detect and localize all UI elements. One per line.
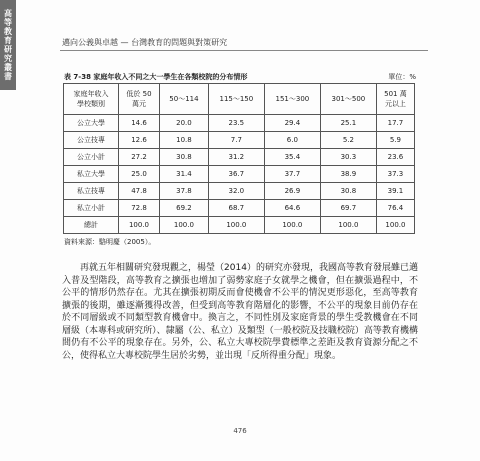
table-row <box>64 115 415 132</box>
body-text <box>62 262 418 362</box>
table-cell: 30.8 <box>160 149 209 166</box>
table-cell: 26.9 <box>264 183 320 200</box>
table-row <box>64 149 415 166</box>
table-cell: 27.2 <box>119 149 160 166</box>
table-cell: 37.8 <box>160 183 209 200</box>
body-paragraph: 再就五年相關研究發現觀之，楊瑩（2014）的研究亦發現，我國高等教育發展雖已邁入普及型階段，高等教育之擴張也增加了弱勢家庭子女就學之機會，但在擴張過程中，不公平的情形仍然存在。尤其在擴張初期反而會使機會不公平的情況更形惡化，至高等教育擴張的後期，雖逐漸獲得改善，但受到高等教育階層化的影響，不公平的現象目前仍存在於不同層級或不同類型教育機會中。換言之，不同性別及家庭背景的學生受教機會在不同層級（本專科或研究所）、隸屬（公、私立）及類型（一般校院及技職校院）高等教育機構間仍有不公平的現象存在。另外，公、私立大專校院學費標準之差距及教育資源分配之不公，使得私立大專校院學生居於劣勢，並出現「反所得重分配」現象。 <box>62 263 418 361</box>
row-label: 公立大學 <box>64 115 119 132</box>
table-cell: 35.4 <box>264 149 320 166</box>
table-cell: 100.0 <box>160 217 209 234</box>
table-cell: 47.8 <box>119 183 160 200</box>
table-cell: 100.0 <box>320 217 376 234</box>
col-header-1 <box>119 84 160 115</box>
table-cell: 69.2 <box>160 200 209 217</box>
table-cell: 68.7 <box>208 200 264 217</box>
table-cell: 5.9 <box>376 132 414 149</box>
series-label: 高等教育研究叢書 <box>3 9 13 81</box>
table-cell: 69.7 <box>320 200 376 217</box>
table-cell: 100.0 <box>208 217 264 234</box>
table-header-row <box>64 84 415 115</box>
table-cell: 30.3 <box>320 149 376 166</box>
corner-header-top: 家庭年收入 <box>73 90 109 98</box>
running-head: 邁向公義與卓越 — 台灣教育的問題與對策研究 <box>62 38 228 47</box>
col-header-1-line2: 萬元 <box>132 100 146 108</box>
table-title: 表 7-38 家庭年收入不同之大一學生在各類校院的分布情形 <box>64 73 248 81</box>
table-cell: 31.2 <box>208 149 264 166</box>
table-cell: 14.6 <box>119 115 160 132</box>
table-cell: 30.8 <box>320 183 376 200</box>
table-cell: 29.4 <box>264 115 320 132</box>
col-header-1-line1: 低於 50 <box>126 90 152 98</box>
table-cell: 37.3 <box>376 166 414 183</box>
header-divider <box>60 50 428 51</box>
row-label: 公立技專 <box>64 132 119 149</box>
table-unit: 單位：% <box>388 73 416 81</box>
table-cell: 39.1 <box>376 183 414 200</box>
row-label: 總計 <box>64 217 119 234</box>
corner-header-bottom: 學校類別 <box>77 100 105 108</box>
table-row <box>64 217 415 234</box>
table-cell: 64.6 <box>264 200 320 217</box>
col-header-6-line1: 501 萬 <box>384 90 407 98</box>
table-row <box>64 183 415 200</box>
table-cell: 100.0 <box>264 217 320 234</box>
table-cell: 5.2 <box>320 132 376 149</box>
table-caption <box>64 72 416 82</box>
table-cell: 31.4 <box>160 166 209 183</box>
table-cell: 6.0 <box>264 132 320 149</box>
col-header-4: 151～300 <box>264 84 320 115</box>
table-cell: 25.1 <box>320 115 376 132</box>
series-side-tab <box>0 0 16 90</box>
row-label: 私立大學 <box>64 166 119 183</box>
table-cell: 10.8 <box>160 132 209 149</box>
table-cell: 38.9 <box>320 166 376 183</box>
table-source-note: 資料來源：駱明慶（2005）。 <box>64 238 156 246</box>
table-cell: 100.0 <box>119 217 160 234</box>
table-row <box>64 132 415 149</box>
table-cell: 36.7 <box>208 166 264 183</box>
table-cell: 12.6 <box>119 132 160 149</box>
col-header-3: 115～150 <box>208 84 264 115</box>
page-number: 476 <box>233 427 247 435</box>
col-header-5: 301～500 <box>320 84 376 115</box>
table-row <box>64 166 415 183</box>
col-header-2: 50～114 <box>160 84 209 115</box>
col-header-6 <box>376 84 414 115</box>
col-header-6-line2: 元以上 <box>384 100 406 108</box>
table-cell: 7.7 <box>208 132 264 149</box>
table-cell: 37.7 <box>264 166 320 183</box>
table-cell: 23.6 <box>376 149 414 166</box>
table-cell: 72.8 <box>119 200 160 217</box>
table-cell: 32.0 <box>208 183 264 200</box>
table-cell: 76.4 <box>376 200 414 217</box>
row-label: 公立小計 <box>64 149 119 166</box>
row-label: 私立小計 <box>64 200 119 217</box>
row-label: 私立技專 <box>64 183 119 200</box>
table-cell: 23.5 <box>208 115 264 132</box>
table-cell: 100.0 <box>376 217 414 234</box>
table-row <box>64 200 415 217</box>
table-cell: 20.0 <box>160 115 209 132</box>
corner-header <box>64 84 119 115</box>
table-cell: 25.0 <box>119 166 160 183</box>
distribution-table <box>63 83 415 234</box>
table-cell: 17.7 <box>376 115 414 132</box>
